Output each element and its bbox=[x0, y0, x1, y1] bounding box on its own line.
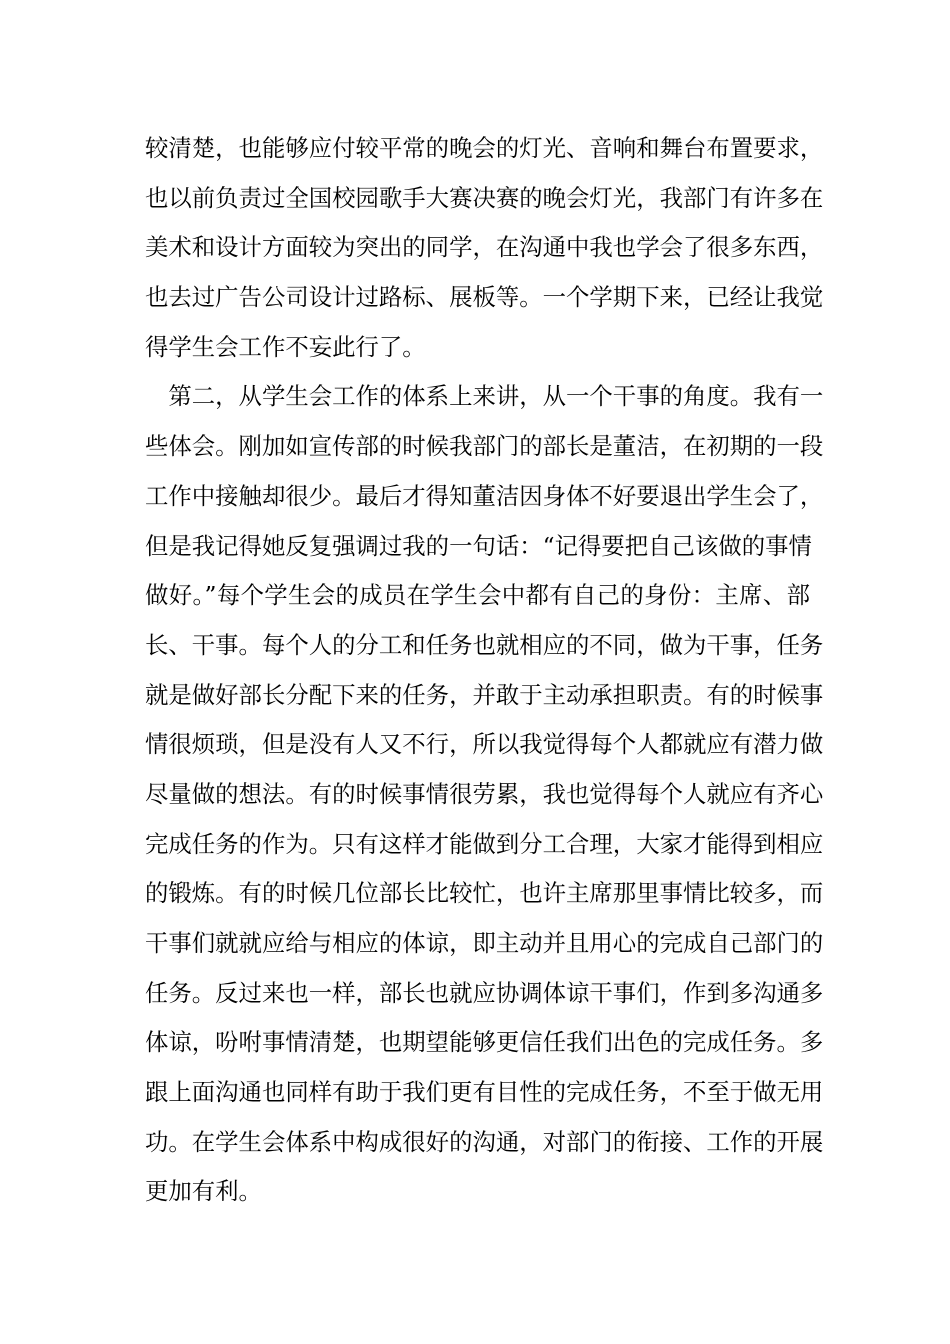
text-line: 的锻炼。有的时候几位部长比较忙，也许主席那里事情比较多，而 bbox=[145, 879, 824, 908]
text-line: 些体会。刚加如宣传部的时候我部门的部长是董洁，在初期的一段 bbox=[145, 432, 824, 461]
text-line: 得学生会工作不妄此行了。 bbox=[145, 332, 426, 361]
text-line: 第二，从学生会工作的体系上来讲，从一个干事的角度。我有一 bbox=[145, 382, 824, 411]
text-line: 尽量做的想法。有的时候事情很劳累，我也觉得每个人就应有齐心 bbox=[145, 779, 824, 808]
text-line: 美术和设计方面较为突出的同学，在沟通中我也学会了很多东西， bbox=[145, 233, 824, 262]
text-line: 情很烦琐，但是没有人又不行，所以我觉得每个人都就应有潜力做 bbox=[145, 730, 824, 759]
text-line: 就是做好部长分配下来的任务，并敢于主动承担职责。有的时候事 bbox=[145, 680, 824, 709]
text-line: 工作中接触却很少。最后才得知董洁因身体不好要退出学生会了， bbox=[145, 481, 824, 510]
text-line: 做好。”每个学生会的成员在学生会中都有自己的身份：主席、部 bbox=[145, 581, 810, 610]
text-line: 跟上面沟通也同样有助于我们更有目性的完成任务，不至于做无用 bbox=[145, 1078, 824, 1107]
text-line: 较清楚，也能够应付较平常的晚会的灯光、音响和舞台布置要求， bbox=[145, 134, 824, 162]
body-text bbox=[145, 124, 824, 1217]
text-line: 也以前负责过全国校园歌手大赛决赛的晚会灯光，我部门有许多在 bbox=[145, 183, 824, 212]
text-line: 长、干事。每个人的分工和任务也就相应的不同，做为干事，任务 bbox=[145, 630, 824, 659]
text-line: 完成任务的作为。只有这样才能做到分工合理，大家才能得到相应 bbox=[145, 829, 824, 858]
text-line: 任务。反过来也一样，部长也就应协调体谅干事们，作到多沟通多 bbox=[145, 978, 824, 1007]
text-line: 但是我记得她反复强调过我的一句话：“记得要把自己该做的事情 bbox=[145, 531, 812, 560]
text-line: 也去过广告公司设计过路标、展板等。一个学期下来，已经让我觉 bbox=[145, 283, 824, 312]
text-line: 功。在学生会体系中构成很好的沟通，对部门的衔接、工作的开展 bbox=[145, 1127, 824, 1156]
text-line: 干事们就就应给与相应的体谅，即主动并且用心的完成自己部门的 bbox=[145, 929, 824, 957]
text-line: 体谅，吩咐事情清楚，也期望能够更信任我们出色的完成任务。多 bbox=[145, 1028, 824, 1057]
text-line: 更加有利。 bbox=[145, 1177, 262, 1206]
